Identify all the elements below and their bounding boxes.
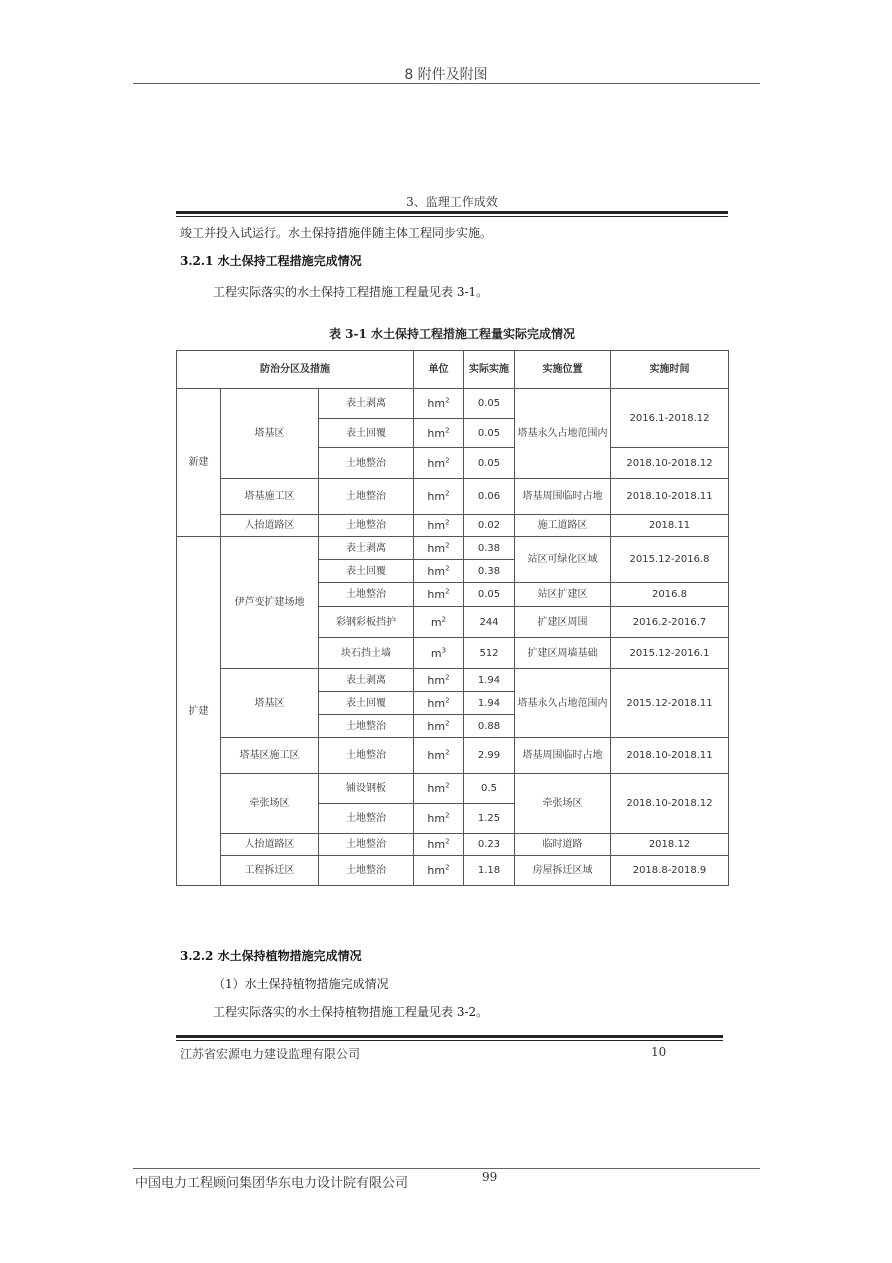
measure-cell: 土地整治 [319, 804, 414, 834]
measure-cell: 土地整治 [319, 738, 414, 774]
value-cell: 0.23 [464, 834, 515, 856]
measure-cell: 土地整治 [319, 479, 414, 515]
table-caption: 表 3-1 水土保持工程措施工程量实际完成情况 [328, 327, 576, 341]
measures-table-container [176, 350, 729, 886]
value-cell: 0.38 [464, 537, 515, 560]
unit-cell: $hm^2$ [414, 560, 464, 583]
location-cell: 塔基永久占地范围内 [515, 389, 611, 479]
value-cell: 0.02 [464, 515, 515, 537]
header-actual: 实际实施 [464, 351, 515, 389]
value-cell: 1.18 [464, 856, 515, 886]
table-row [177, 389, 729, 419]
table-row [177, 856, 729, 886]
value-cell: 512 [464, 638, 515, 669]
time-cell: 2015.12-2018.11 [611, 669, 729, 738]
section-3-2-1-paragraph: 工程实际落实的水土保持工程措施工程量见表 3-1。 [213, 285, 489, 299]
outer-page-header: 8 附件及附图 [404, 67, 488, 83]
inner-footer-page-number: 10 [651, 1045, 667, 1059]
value-cell: 2.99 [464, 738, 515, 774]
section-3-2-2-subheading: （1）水土保持植物措施完成情况 [213, 977, 389, 991]
unit-cell: $hm^2$ [414, 715, 464, 738]
time-cell: 2015.12-2016.1 [611, 638, 729, 669]
inner-footer-company: 江苏省宏源电力建设监理有限公司 [180, 1047, 361, 1061]
inner-page-header: 3、监理工作成效 [406, 195, 498, 209]
subzone-cell: 塔基区 [221, 389, 319, 479]
header-location: 实施位置 [515, 351, 611, 389]
location-cell: 扩建区周围 [515, 607, 611, 638]
unit-cell: $hm^2$ [414, 419, 464, 448]
measure-cell: 土地整治 [319, 715, 414, 738]
value-cell: 1.25 [464, 804, 515, 834]
region-cell: 扩建 [177, 537, 221, 886]
unit-cell: $hm^2$ [414, 583, 464, 607]
measure-cell: 土地整治 [319, 583, 414, 607]
value-cell: 1.94 [464, 692, 515, 715]
unit-cell: $hm^2$ [414, 479, 464, 515]
value-cell: 0.05 [464, 583, 515, 607]
subzone-cell: 人抬道路区 [221, 515, 319, 537]
location-cell: 房屋拆迁区域 [515, 856, 611, 886]
unit-cell: $hm^2$ [414, 834, 464, 856]
location-cell: 施工道路区 [515, 515, 611, 537]
time-cell: 2018.10-2018.11 [611, 479, 729, 515]
measure-cell: 表土剥离 [319, 537, 414, 560]
measure-cell: 表土剥离 [319, 389, 414, 419]
time-cell: 2015.12-2016.8 [611, 537, 729, 583]
outer-footer-organization: 中国电力工程顾问集团华东电力设计院有限公司 [135, 1176, 409, 1191]
value-cell: 0.05 [464, 448, 515, 479]
unit-cell: $hm^2$ [414, 774, 464, 804]
inner-header-rule-thin [176, 216, 728, 217]
location-cell: 塔基周围临时占地 [515, 479, 611, 515]
subzone-cell: 塔基区 [221, 669, 319, 738]
subzone-cell: 人抬道路区 [221, 834, 319, 856]
table-row [177, 774, 729, 804]
subzone-cell: 塔基区施工区 [221, 738, 319, 774]
time-cell: 2016.2-2016.7 [611, 607, 729, 638]
header-unit: 单位 [414, 351, 464, 389]
header-time: 实施时间 [611, 351, 729, 389]
section-3-2-2-paragraph: 工程实际落实的水土保持植物措施工程量见表 3-2。 [213, 1005, 489, 1019]
measure-cell: 土地整治 [319, 834, 414, 856]
location-cell: 临时道路 [515, 834, 611, 856]
measure-cell: 铺设钢板 [319, 774, 414, 804]
measure-cell: 表土回覆 [319, 419, 414, 448]
measure-cell: 土地整治 [319, 515, 414, 537]
location-cell: 塔基永久占地范围内 [515, 669, 611, 738]
time-cell: 2016.1-2018.12 [611, 389, 729, 448]
measure-cell: 土地整治 [319, 856, 414, 886]
value-cell: 0.05 [464, 389, 515, 419]
table-row [177, 669, 729, 692]
outer-footer-rule [133, 1168, 760, 1169]
continuation-paragraph: 竣工并投入试运行。水土保持措施伴随主体工程同步实施。 [180, 226, 493, 240]
unit-cell: $hm^2$ [414, 537, 464, 560]
location-cell: 站区可绿化区域 [515, 537, 611, 583]
unit-cell: $hm^2$ [414, 738, 464, 774]
measure-cell: 块石挡土墙 [319, 638, 414, 669]
location-cell: 扩建区周墙基础 [515, 638, 611, 669]
unit-cell: $hm^2$ [414, 692, 464, 715]
unit-cell: $hm^2$ [414, 856, 464, 886]
location-cell: 塔基周围临时占地 [515, 738, 611, 774]
measure-cell: 表土回覆 [319, 560, 414, 583]
unit-cell: $hm^2$ [414, 389, 464, 419]
value-cell: 0.88 [464, 715, 515, 738]
value-cell: 0.05 [464, 419, 515, 448]
table-row [177, 537, 729, 560]
subzone-cell: 伊芦变扩建场地 [221, 537, 319, 669]
time-cell: 2018.11 [611, 515, 729, 537]
measure-cell: 土地整治 [319, 448, 414, 479]
time-cell: 2018.10-2018.12 [611, 448, 729, 479]
unit-cell: $m^3$ [414, 638, 464, 669]
measure-cell: 表土回覆 [319, 692, 414, 715]
measure-cell: 表土剥离 [319, 669, 414, 692]
inner-footer-rule-thick [176, 1035, 723, 1038]
table-row [177, 834, 729, 856]
outer-header-rule [133, 83, 760, 84]
inner-footer-rule-thin [176, 1040, 723, 1041]
measures-table [176, 350, 729, 886]
region-cell: 新建 [177, 389, 221, 537]
subzone-cell: 牵张场区 [221, 774, 319, 834]
table-row [177, 515, 729, 537]
time-cell: 2018.10-2018.12 [611, 774, 729, 834]
unit-cell: $hm^2$ [414, 669, 464, 692]
unit-cell: $m^2$ [414, 607, 464, 638]
measure-cell: 彩钢彩板挡护 [319, 607, 414, 638]
value-cell: 244 [464, 607, 515, 638]
time-cell: 2018.8-2018.9 [611, 856, 729, 886]
section-3-2-2-heading: 3.2.2 水土保持植物措施完成情况 [180, 949, 362, 963]
location-cell: 站区扩建区 [515, 583, 611, 607]
location-cell: 牵张场区 [515, 774, 611, 834]
unit-cell: $hm^2$ [414, 804, 464, 834]
value-cell: 0.5 [464, 774, 515, 804]
unit-cell: $hm^2$ [414, 515, 464, 537]
time-cell: 2016.8 [611, 583, 729, 607]
value-cell: 1.94 [464, 669, 515, 692]
time-cell: 2018.10-2018.11 [611, 738, 729, 774]
table-row [177, 738, 729, 774]
time-cell: 2018.12 [611, 834, 729, 856]
value-cell: 0.06 [464, 479, 515, 515]
unit-cell: $hm^2$ [414, 448, 464, 479]
subzone-cell: 工程拆迁区 [221, 856, 319, 886]
subzone-cell: 塔基施工区 [221, 479, 319, 515]
outer-footer-page-number: 99 [482, 1170, 498, 1184]
section-3-2-1-heading: 3.2.1 水土保持工程措施完成情况 [180, 254, 362, 268]
table-row [177, 479, 729, 515]
inner-header-rule-thick [176, 211, 728, 214]
value-cell: 0.38 [464, 560, 515, 583]
header-zone-measure: 防治分区及措施 [177, 351, 414, 389]
